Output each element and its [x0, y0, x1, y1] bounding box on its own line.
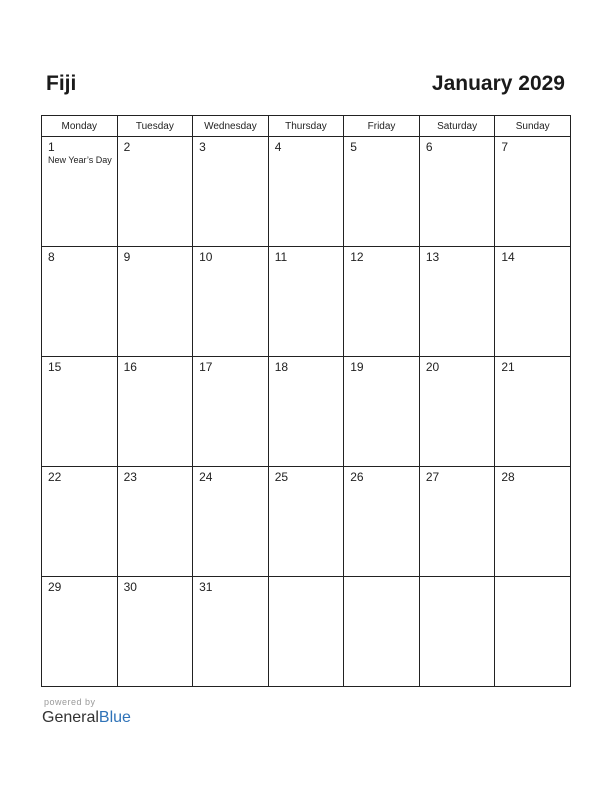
- day-cell: [42, 357, 118, 467]
- day-cell: [117, 357, 193, 467]
- day-cell: [193, 577, 269, 687]
- day-number: 16: [123, 360, 137, 374]
- day-number: 14: [501, 250, 515, 264]
- day-number: 17: [199, 360, 213, 374]
- week-row: [42, 577, 571, 687]
- day-number: 26: [350, 470, 364, 484]
- day-cell: [268, 247, 344, 357]
- brand-part-general: General: [42, 709, 99, 726]
- brand-part-blue: Blue: [98, 709, 131, 726]
- day-cell: [193, 467, 269, 577]
- day-number: 27: [425, 470, 440, 484]
- day-cell: [344, 467, 420, 577]
- day-cell: [117, 247, 193, 357]
- day-cell: [495, 357, 571, 467]
- day-cell: [42, 467, 118, 577]
- day-number: 3: [199, 140, 206, 154]
- day-number: 19: [350, 360, 364, 374]
- day-number: [495, 577, 570, 580]
- day-number: 22: [48, 470, 62, 484]
- day-number: 13: [425, 250, 440, 264]
- day-cell: [193, 137, 269, 247]
- weekday-header: Saturday: [419, 116, 495, 137]
- week-row: [42, 247, 571, 357]
- day-cell: [344, 577, 420, 687]
- day-cell: [344, 357, 420, 467]
- day-number: 9: [123, 250, 131, 264]
- day-number: 23: [123, 470, 137, 484]
- day-cell: [419, 247, 495, 357]
- month-year-title: January 2029: [431, 72, 565, 95]
- day-number: [420, 577, 495, 580]
- day-number: 2: [123, 140, 131, 154]
- day-cell: [42, 137, 118, 247]
- day-number: 11: [274, 250, 288, 264]
- day-cell: [42, 247, 118, 357]
- day-number: 6: [425, 140, 433, 154]
- holiday-label: New Year’s Day: [48, 155, 112, 165]
- day-number: 8: [48, 250, 55, 264]
- day-number: 4: [274, 140, 282, 154]
- day-number: 18: [274, 360, 289, 374]
- day-number: 25: [274, 470, 289, 484]
- day-cell: [193, 247, 269, 357]
- day-number: 30: [123, 580, 137, 594]
- day-cell: [42, 577, 118, 687]
- day-number: 7: [501, 140, 509, 154]
- week-row: [42, 467, 571, 577]
- day-number: 5: [350, 140, 357, 154]
- day-cell: [268, 577, 344, 687]
- day-cell: [193, 357, 269, 467]
- calendar-grid: [41, 115, 571, 687]
- weekday-header: Monday: [42, 116, 118, 137]
- day-cell: [419, 577, 495, 687]
- day-number: 28: [501, 470, 515, 484]
- day-number: 1: [48, 140, 55, 154]
- day-cell: [268, 467, 344, 577]
- day-cell: [117, 137, 193, 247]
- day-cell: [495, 247, 571, 357]
- weekday-header: Tuesday: [117, 116, 193, 137]
- day-cell: [495, 577, 571, 687]
- day-number: 31: [199, 580, 213, 594]
- day-cell: [268, 357, 344, 467]
- day-number: 15: [48, 360, 62, 374]
- week-row: [42, 137, 571, 247]
- day-cell: [117, 467, 193, 577]
- powered-by-text: powered by: [44, 697, 96, 707]
- day-number: [269, 577, 344, 580]
- weekday-header: Wednesday: [193, 116, 269, 137]
- day-number: 12: [350, 250, 364, 264]
- day-number: 20: [425, 360, 440, 374]
- weekday-header-row: [42, 116, 571, 137]
- day-cell: [268, 137, 344, 247]
- day-cell: [419, 467, 495, 577]
- day-cell: [419, 137, 495, 247]
- day-cell: [495, 467, 571, 577]
- country-title: Fiji: [46, 72, 77, 95]
- weekday-header: Thursday: [268, 116, 344, 137]
- day-cell: [117, 577, 193, 687]
- day-cell: [344, 137, 420, 247]
- day-number: 29: [48, 580, 62, 594]
- day-number: 10: [199, 250, 213, 264]
- weekday-header: Friday: [344, 116, 420, 137]
- day-number: 21: [501, 360, 515, 374]
- day-number: 24: [199, 470, 213, 484]
- day-cell: [344, 247, 420, 357]
- footer-branding: [42, 697, 131, 728]
- week-row: [42, 357, 571, 467]
- day-cell: [495, 137, 571, 247]
- day-cell: [419, 357, 495, 467]
- generalblue-logo[interactable]: [42, 708, 131, 728]
- day-number: [344, 577, 419, 580]
- weekday-header: Sunday: [495, 116, 571, 137]
